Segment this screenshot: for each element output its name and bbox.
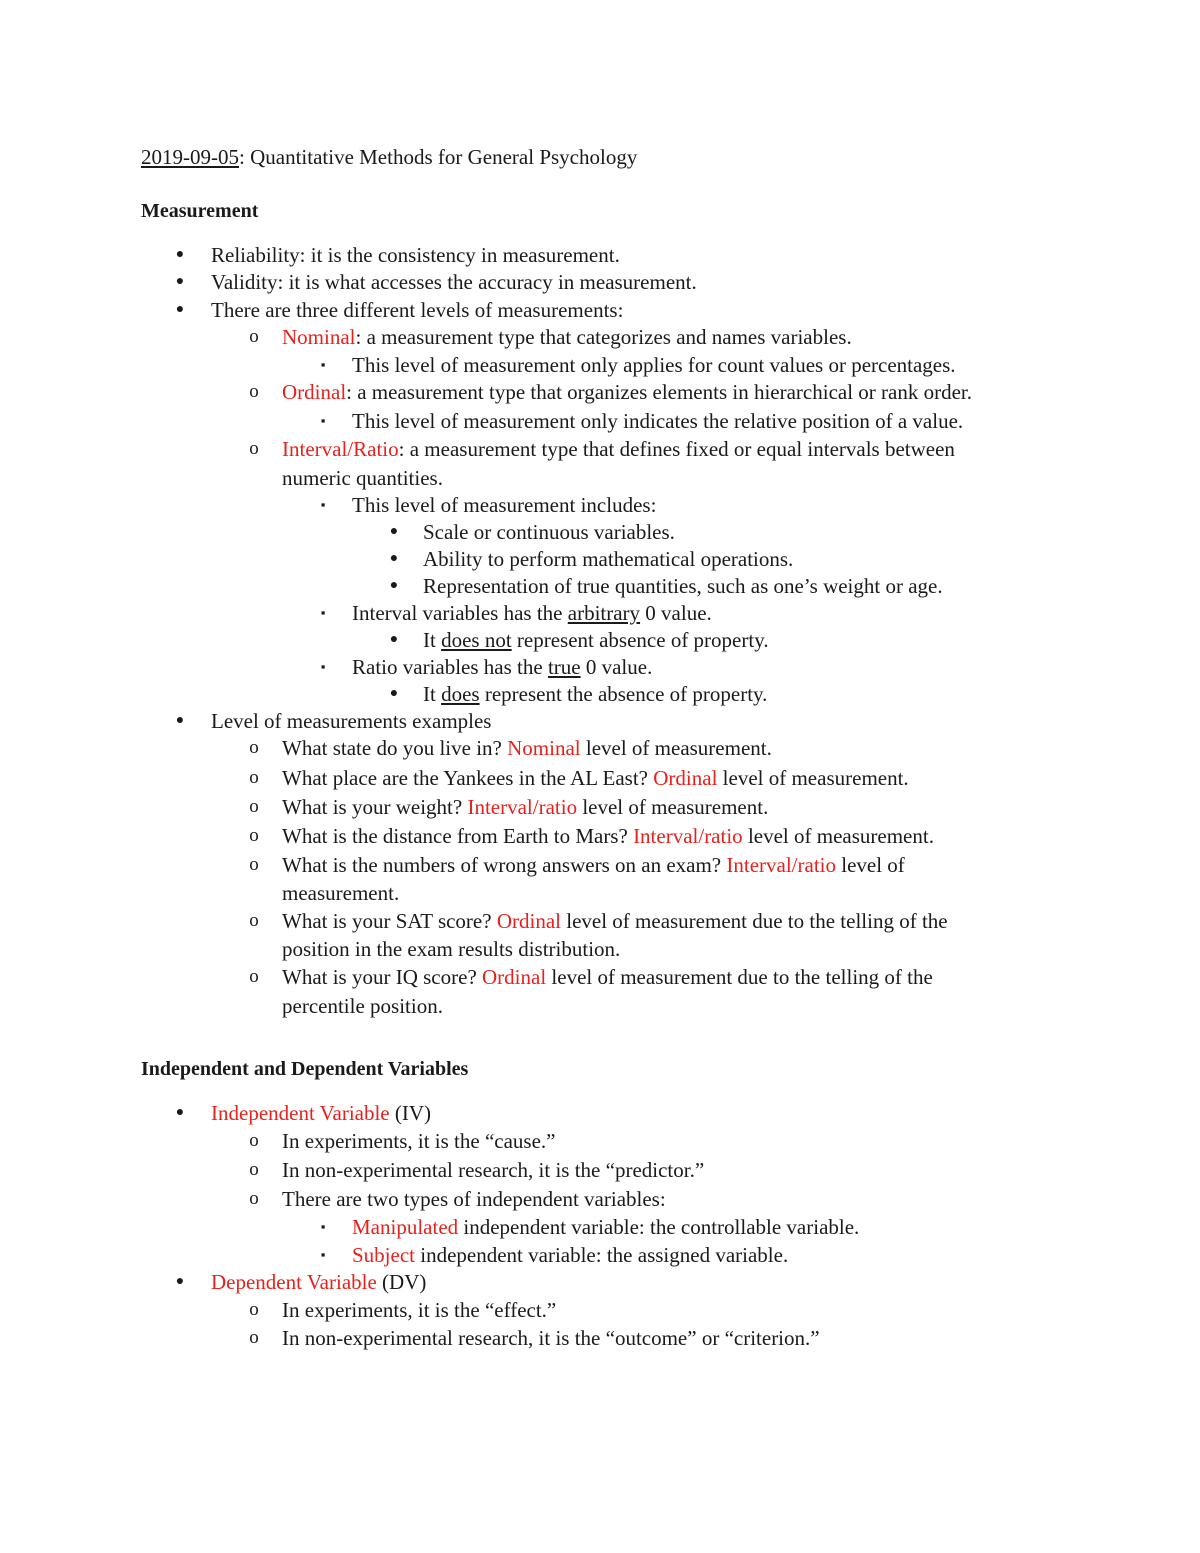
item-text: Ability to perform mathematical operations. bbox=[423, 547, 794, 571]
underlined-text: does not bbox=[441, 628, 512, 652]
list-item bbox=[282, 1324, 820, 1352]
item-text: 0 value. bbox=[640, 601, 712, 625]
list-bullet-icon: ● bbox=[389, 686, 399, 701]
list-item bbox=[352, 1241, 788, 1269]
item-text: numeric quantities. bbox=[282, 466, 443, 490]
list-item bbox=[211, 1268, 426, 1296]
list-bullet-icon: o bbox=[249, 966, 259, 987]
list-item bbox=[282, 323, 852, 351]
item-text: Ratio variables has the bbox=[352, 655, 548, 679]
list-bullet-icon: o bbox=[249, 1327, 259, 1348]
list-bullet-icon: o bbox=[249, 910, 259, 931]
list-bullet-icon: o bbox=[249, 767, 259, 788]
list-bullet-icon: o bbox=[249, 737, 259, 758]
item-text: In non-experimental research, it is the “predictor.” bbox=[282, 1158, 705, 1182]
list-item bbox=[282, 435, 955, 463]
item-text: Level of measurements examples bbox=[211, 709, 492, 733]
item-text: In experiments, it is the “cause.” bbox=[282, 1129, 556, 1153]
list-bullet-icon: o bbox=[249, 1188, 259, 1209]
list-item bbox=[282, 378, 972, 406]
item-text: What state do you live in? bbox=[282, 736, 508, 760]
list-item bbox=[211, 241, 620, 269]
item-text: There are two types of independent variables: bbox=[282, 1187, 666, 1211]
item-text: This level of measurement includes: bbox=[352, 493, 657, 517]
list-item bbox=[423, 545, 793, 573]
list-bullet-icon: ● bbox=[175, 274, 185, 289]
item-text: position in the exam results distribution. bbox=[282, 937, 621, 961]
list-item bbox=[282, 734, 772, 762]
highlighted-term: Independent Variable bbox=[211, 1101, 390, 1125]
list-item bbox=[211, 707, 491, 735]
item-text: What is the numbers of wrong answers on an exam? bbox=[282, 853, 727, 877]
highlighted-term: Ordinal bbox=[496, 909, 561, 933]
underlined-text: does bbox=[441, 682, 480, 706]
item-text: : a measurement type that organizes elements in hierarchical or rank order. bbox=[346, 380, 973, 404]
highlighted-term: Subject bbox=[352, 1243, 415, 1267]
list-item bbox=[282, 879, 399, 907]
list-item bbox=[282, 464, 443, 492]
list-bullet-icon: ▪ bbox=[320, 1247, 326, 1262]
list-bullet-icon: o bbox=[249, 796, 259, 817]
item-text: level of measurement. bbox=[580, 736, 772, 760]
list-item bbox=[282, 935, 620, 963]
highlighted-term: Nominal bbox=[507, 736, 581, 760]
item-text: 0 value. bbox=[580, 655, 653, 679]
list-item bbox=[282, 793, 768, 821]
list-bullet-icon: ● bbox=[389, 632, 399, 647]
list-item bbox=[352, 599, 712, 627]
list-bullet-icon: o bbox=[249, 326, 259, 347]
list-item bbox=[282, 907, 948, 935]
item-text: : a measurement type that categorizes and names variables. bbox=[355, 325, 852, 349]
item-text: Interval variables has the bbox=[352, 601, 568, 625]
highlighted-term: Ordinal bbox=[282, 380, 347, 404]
item-text: level of measurement. bbox=[742, 824, 934, 848]
list-bullet-icon: ● bbox=[175, 247, 185, 262]
item-text: What place are the Yankees in the AL East? bbox=[282, 766, 654, 790]
list-bullet-icon: o bbox=[249, 1299, 259, 1320]
highlighted-term: Ordinal bbox=[653, 766, 718, 790]
list-bullet-icon: o bbox=[249, 825, 259, 846]
list-item bbox=[211, 1099, 431, 1127]
item-text: In non-experimental research, it is the “outcome” or “criterion.” bbox=[282, 1326, 820, 1350]
list-item bbox=[352, 491, 656, 519]
list-bullet-icon: o bbox=[249, 438, 259, 459]
highlighted-term: Manipulated bbox=[352, 1215, 459, 1239]
list-item bbox=[282, 1296, 556, 1324]
highlighted-term: Nominal bbox=[282, 325, 356, 349]
item-text: level of measurement. bbox=[717, 766, 909, 790]
item-text: (IV) bbox=[389, 1101, 432, 1125]
list-bullet-icon: ● bbox=[175, 713, 185, 728]
list-item bbox=[282, 851, 905, 879]
item-text: level of measurement due to the telling of the bbox=[560, 909, 948, 933]
list-item bbox=[211, 268, 697, 296]
list-bullet-icon: ● bbox=[175, 1105, 185, 1120]
list-item bbox=[423, 518, 675, 546]
highlighted-term: Interval/ratio bbox=[726, 853, 836, 877]
item-text: represent the absence of property. bbox=[479, 682, 768, 706]
item-text: What is your IQ score? bbox=[282, 965, 483, 989]
list-bullet-icon: ● bbox=[175, 1274, 185, 1289]
list-item bbox=[282, 822, 934, 850]
list-item bbox=[282, 1156, 704, 1184]
item-text: level of measurement due to the telling of the bbox=[546, 965, 933, 989]
list-item bbox=[423, 572, 943, 600]
item-text: independent variable: the assigned variable. bbox=[415, 1243, 789, 1267]
page-title bbox=[141, 143, 637, 171]
list-item bbox=[352, 1213, 859, 1241]
item-text: : a measurement type that defines fixed or equal intervals between bbox=[398, 437, 955, 461]
item-text: It bbox=[423, 628, 442, 652]
item-text: Reliability: it is the consistency in measurement. bbox=[211, 243, 620, 267]
item-text: Validity: it is what accesses the accuracy in measurement. bbox=[211, 270, 697, 294]
item-text: Representation of true quantities, such as one’s weight or age. bbox=[423, 574, 943, 598]
list-bullet-icon: ● bbox=[389, 578, 399, 593]
list-item bbox=[282, 963, 933, 991]
item-text: level of measurement. bbox=[577, 795, 769, 819]
list-item bbox=[352, 653, 652, 681]
list-item bbox=[352, 407, 963, 435]
item-text: It bbox=[423, 682, 442, 706]
item-text: This level of measurement only applies for count values or percentages. bbox=[352, 353, 956, 377]
highlighted-term: Interval/Ratio bbox=[282, 437, 399, 461]
list-bullet-icon: ▪ bbox=[320, 1219, 326, 1234]
list-bullet-icon: ▪ bbox=[320, 605, 326, 620]
list-bullet-icon: o bbox=[249, 1130, 259, 1151]
highlighted-term: Interval/ratio bbox=[467, 795, 578, 819]
list-bullet-icon: o bbox=[249, 381, 259, 402]
list-item bbox=[423, 626, 769, 654]
section-heading-measurement: Measurement bbox=[141, 200, 259, 222]
section-heading-variables: Independent and Dependent Variables bbox=[141, 1058, 469, 1080]
list-bullet-icon: ● bbox=[175, 302, 185, 317]
list-bullet-icon: ● bbox=[389, 551, 399, 566]
title-date: 2019-09-05 bbox=[141, 145, 239, 169]
highlighted-term: Ordinal bbox=[482, 965, 547, 989]
list-bullet-icon: ▪ bbox=[320, 413, 326, 428]
underlined-text: arbitrary bbox=[567, 601, 641, 625]
title-text: : Quantitative Methods for General Psychology bbox=[239, 145, 638, 169]
item-text: Scale or continuous variables. bbox=[423, 520, 675, 544]
list-item bbox=[282, 1185, 666, 1213]
item-text: This level of measurement only indicates the relative position of a value. bbox=[352, 409, 964, 433]
item-text: What is the distance from Earth to Mars? bbox=[282, 824, 634, 848]
list-item bbox=[282, 1127, 555, 1155]
item-text: What is your SAT score? bbox=[282, 909, 497, 933]
list-item bbox=[423, 680, 767, 708]
list-bullet-icon: o bbox=[249, 1159, 259, 1180]
list-bullet-icon: o bbox=[249, 854, 259, 875]
list-bullet-icon: ▪ bbox=[320, 497, 326, 512]
item-text: level of bbox=[836, 853, 905, 877]
list-item bbox=[282, 764, 909, 792]
item-text: There are three different levels of measurements: bbox=[211, 298, 624, 322]
item-text: represent absence of property. bbox=[511, 628, 769, 652]
list-item bbox=[352, 351, 956, 379]
list-bullet-icon: ● bbox=[389, 524, 399, 539]
highlighted-term: Interval/ratio bbox=[633, 824, 743, 848]
item-text: (DV) bbox=[376, 1270, 427, 1294]
item-text: In experiments, it is the “effect.” bbox=[282, 1298, 557, 1322]
item-text: independent variable: the controllable variable. bbox=[458, 1215, 860, 1239]
underlined-text: true bbox=[547, 655, 581, 679]
list-item bbox=[282, 992, 443, 1020]
item-text: measurement. bbox=[282, 881, 400, 905]
highlighted-term: Dependent Variable bbox=[211, 1270, 377, 1294]
item-text: percentile position. bbox=[282, 994, 443, 1018]
list-item bbox=[211, 296, 623, 324]
item-text: What is your weight? bbox=[282, 795, 468, 819]
list-bullet-icon: ▪ bbox=[320, 659, 326, 674]
list-bullet-icon: ▪ bbox=[320, 357, 326, 372]
